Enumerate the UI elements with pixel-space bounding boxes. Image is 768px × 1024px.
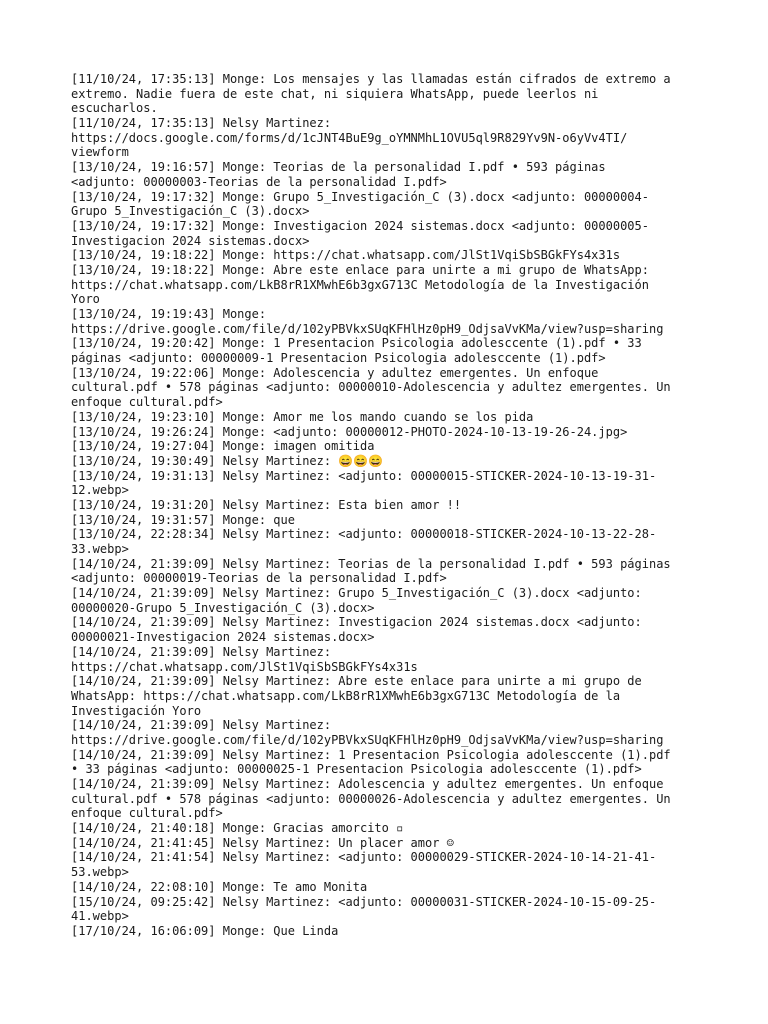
transcript-line: <adjunto: 00000003-Teorias de la personalidad I.pdf> (71, 174, 447, 189)
transcript-line: [14/10/24, 21:39:09] Nelsy Martinez: Grupo 5_Investigación_C (3).docx <adjunto: (71, 586, 642, 601)
transcript-line: [17/10/24, 16:06:09] Monge: Que Linda (71, 923, 339, 938)
transcript-line: [14/10/24, 21:40:18] Monge: Gracias amorcito ▫ (71, 821, 404, 836)
transcript-line: [13/10/24, 19:17:32] Monge: Investigacion 2024 sistemas.docx <adjunto: 00000005- (71, 218, 649, 233)
transcript-line: [13/10/24, 19:30:49] Nelsy Martinez: 😄😄😄 (71, 453, 384, 468)
transcript-line: [14/10/24, 22:08:10] Monge: Te amo Monita (71, 879, 368, 894)
transcript-line: [13/10/24, 19:16:57] Monge: Teorias de la personalidad I.pdf • 593 páginas (71, 160, 606, 175)
transcript-line: [13/10/24, 19:23:10] Monge: Amor me los mando cuando se los pida (71, 409, 534, 424)
transcript-line: cultural.pdf • 578 páginas <adjunto: 00000010-Adolescencia y adultez emergentes. Un (71, 380, 671, 395)
transcript-line: Investigacion 2024 sistemas.docx> (71, 233, 310, 248)
transcript-line: [13/10/24, 19:31:20] Nelsy Martinez: Esta bien amor !! (71, 497, 462, 512)
transcript-line: extremo. Nadie fuera de este chat, ni siquiera WhatsApp, puede leerlos ni (71, 86, 599, 101)
transcript-line: [13/10/24, 19:18:22] Monge: Abre este enlace para unirte a mi grupo de WhatsApp: (71, 262, 649, 277)
transcript-line: Grupo 5_Investigación_C (3).docx> (71, 204, 310, 219)
transcript-line: 33.webp> (71, 542, 129, 556)
transcript-line: páginas <adjunto: 00000009-1 Presentacion Psicologia adolesccente (1).pdf> (71, 351, 606, 366)
transcript-line: https://docs.google.com/forms/d/1cJNT4BuE9g_oYMNMhL1OVU5ql9R829Yv9N-o6yVv4TI/ (71, 130, 628, 145)
transcript-line: viewform (71, 145, 129, 160)
transcript-line: [13/10/24, 19:31:13] Nelsy Martinez: <adjunto: 00000015-STICKER-2024-10-13-19-31- (71, 468, 657, 483)
transcript-line: [14/10/24, 21:39:09] Nelsy Martinez: Adolescencia y adultez emergentes. Un enfoque (71, 777, 664, 791)
transcript-line: enfoque cultural.pdf> (71, 395, 223, 410)
transcript-line: [13/10/24, 19:18:22] Monge: https://chat.whatsapp.com/JlSt1VqiSbSBGkFYs4x31s (71, 248, 621, 263)
transcript-line: [15/10/24, 09:25:42] Nelsy Martinez: <adjunto: 00000031-STICKER-2024-10-15-09-25- (71, 894, 657, 909)
transcript-line: 00000021-Investigacion 2024 sistemas.docx> (71, 630, 375, 645)
transcript-line: [13/10/24, 19:31:57] Monge: que (71, 512, 295, 527)
transcript-line: [14/10/24, 21:41:45] Nelsy Martinez: Un placer amor ☺ (71, 835, 454, 850)
transcript-line: Yoro (71, 292, 100, 307)
transcript-line: [14/10/24, 21:39:09] Nelsy Martinez: Teorias de la personalidad I.pdf • 593 páginas (71, 556, 671, 571)
transcript-line: [14/10/24, 21:39:09] Nelsy Martinez: Abre este enlace para unirte a mi grupo de (71, 674, 642, 689)
transcript-line: <adjunto: 00000019-Teorias de la personalidad I.pdf> (71, 571, 447, 586)
transcript-line: cultural.pdf • 578 páginas <adjunto: 00000026-Adolescencia y adultez emergentes. Un (71, 791, 671, 806)
transcript-line: 41.webp> (71, 909, 129, 924)
transcript-line: https://drive.google.com/file/d/102yPBVkxSUqKFHlHz0pH9_OdjsaVvKMa/view?usp=sharing (71, 321, 664, 336)
transcript-line: [13/10/24, 19:20:42] Monge: 1 Presentacion Psicologia adolesccente (1).pdf • 33 (71, 336, 642, 351)
transcript-line: [13/10/24, 19:26:24] Monge: <adjunto: 00000012-PHOTO-2024-10-13-19-26-24.jpg> (71, 424, 628, 439)
transcript-line: https://chat.whatsapp.com/JlSt1VqiSbSBGkFYs4x31s (71, 659, 418, 674)
transcript-line: [13/10/24, 19:19:43] Monge: (71, 307, 267, 321)
chat-transcript-text (71, 72, 703, 939)
transcript-line: [11/10/24, 17:35:13] Nelsy Martinez: (71, 116, 332, 131)
transcript-line: escucharlos. (71, 101, 158, 116)
transcript-line: Investigación Yoro (71, 703, 202, 718)
transcript-line: [13/10/24, 22:28:34] Nelsy Martinez: <adjunto: 00000018-STICKER-2024-10-13-22-28- (71, 527, 657, 542)
transcript-line: [14/10/24, 21:39:09] Nelsy Martinez: (71, 644, 332, 659)
transcript-line: [14/10/24, 21:39:09] Nelsy Martinez: (71, 718, 332, 733)
transcript-line: [14/10/24, 21:39:09] Nelsy Martinez: 1 Presentacion Psicologia adolesccente (1).pdf (71, 747, 671, 762)
transcript-line: • 33 páginas <adjunto: 00000025-1 Presentacion Psicologia adolesccente (1).pdf> (71, 762, 642, 777)
transcript-line: WhatsApp: https://chat.whatsapp.com/LkB8rR1XMwhE6b3gxG713C Metodología de la (71, 688, 621, 703)
transcript-line: [13/10/24, 19:27:04] Monge: imagen omitida (71, 439, 375, 454)
transcript-line: [14/10/24, 21:41:54] Nelsy Martinez: <adjunto: 00000029-STICKER-2024-10-14-21-41- (71, 850, 657, 865)
transcript-line: [11/10/24, 17:35:13] Monge: Los mensajes y las llamadas están cifrados de extremo a (71, 72, 671, 86)
transcript-line: [14/10/24, 21:39:09] Nelsy Martinez: Investigacion 2024 sistemas.docx <adjunto: (71, 615, 642, 630)
transcript-line: 53.webp> (71, 865, 129, 880)
transcript-line: [13/10/24, 19:22:06] Monge: Adolescencia y adultez emergentes. Un enfoque (71, 365, 599, 380)
transcript-line: https://drive.google.com/file/d/102yPBVkxSUqKFHlHz0pH9_OdjsaVvKMa/view?usp=sharing (71, 732, 664, 747)
transcript-line: 00000020-Grupo 5_Investigación_C (3).docx> (71, 600, 375, 615)
transcript-line: https://chat.whatsapp.com/LkB8rR1XMwhE6b3gxG713C Metodología de la Investigación (71, 277, 649, 292)
transcript-line: [13/10/24, 19:17:32] Monge: Grupo 5_Investigación_C (3).docx <adjunto: 00000004- (71, 189, 649, 204)
transcript-line: 12.webp> (71, 483, 129, 498)
transcript-line: enfoque cultural.pdf> (71, 806, 223, 821)
